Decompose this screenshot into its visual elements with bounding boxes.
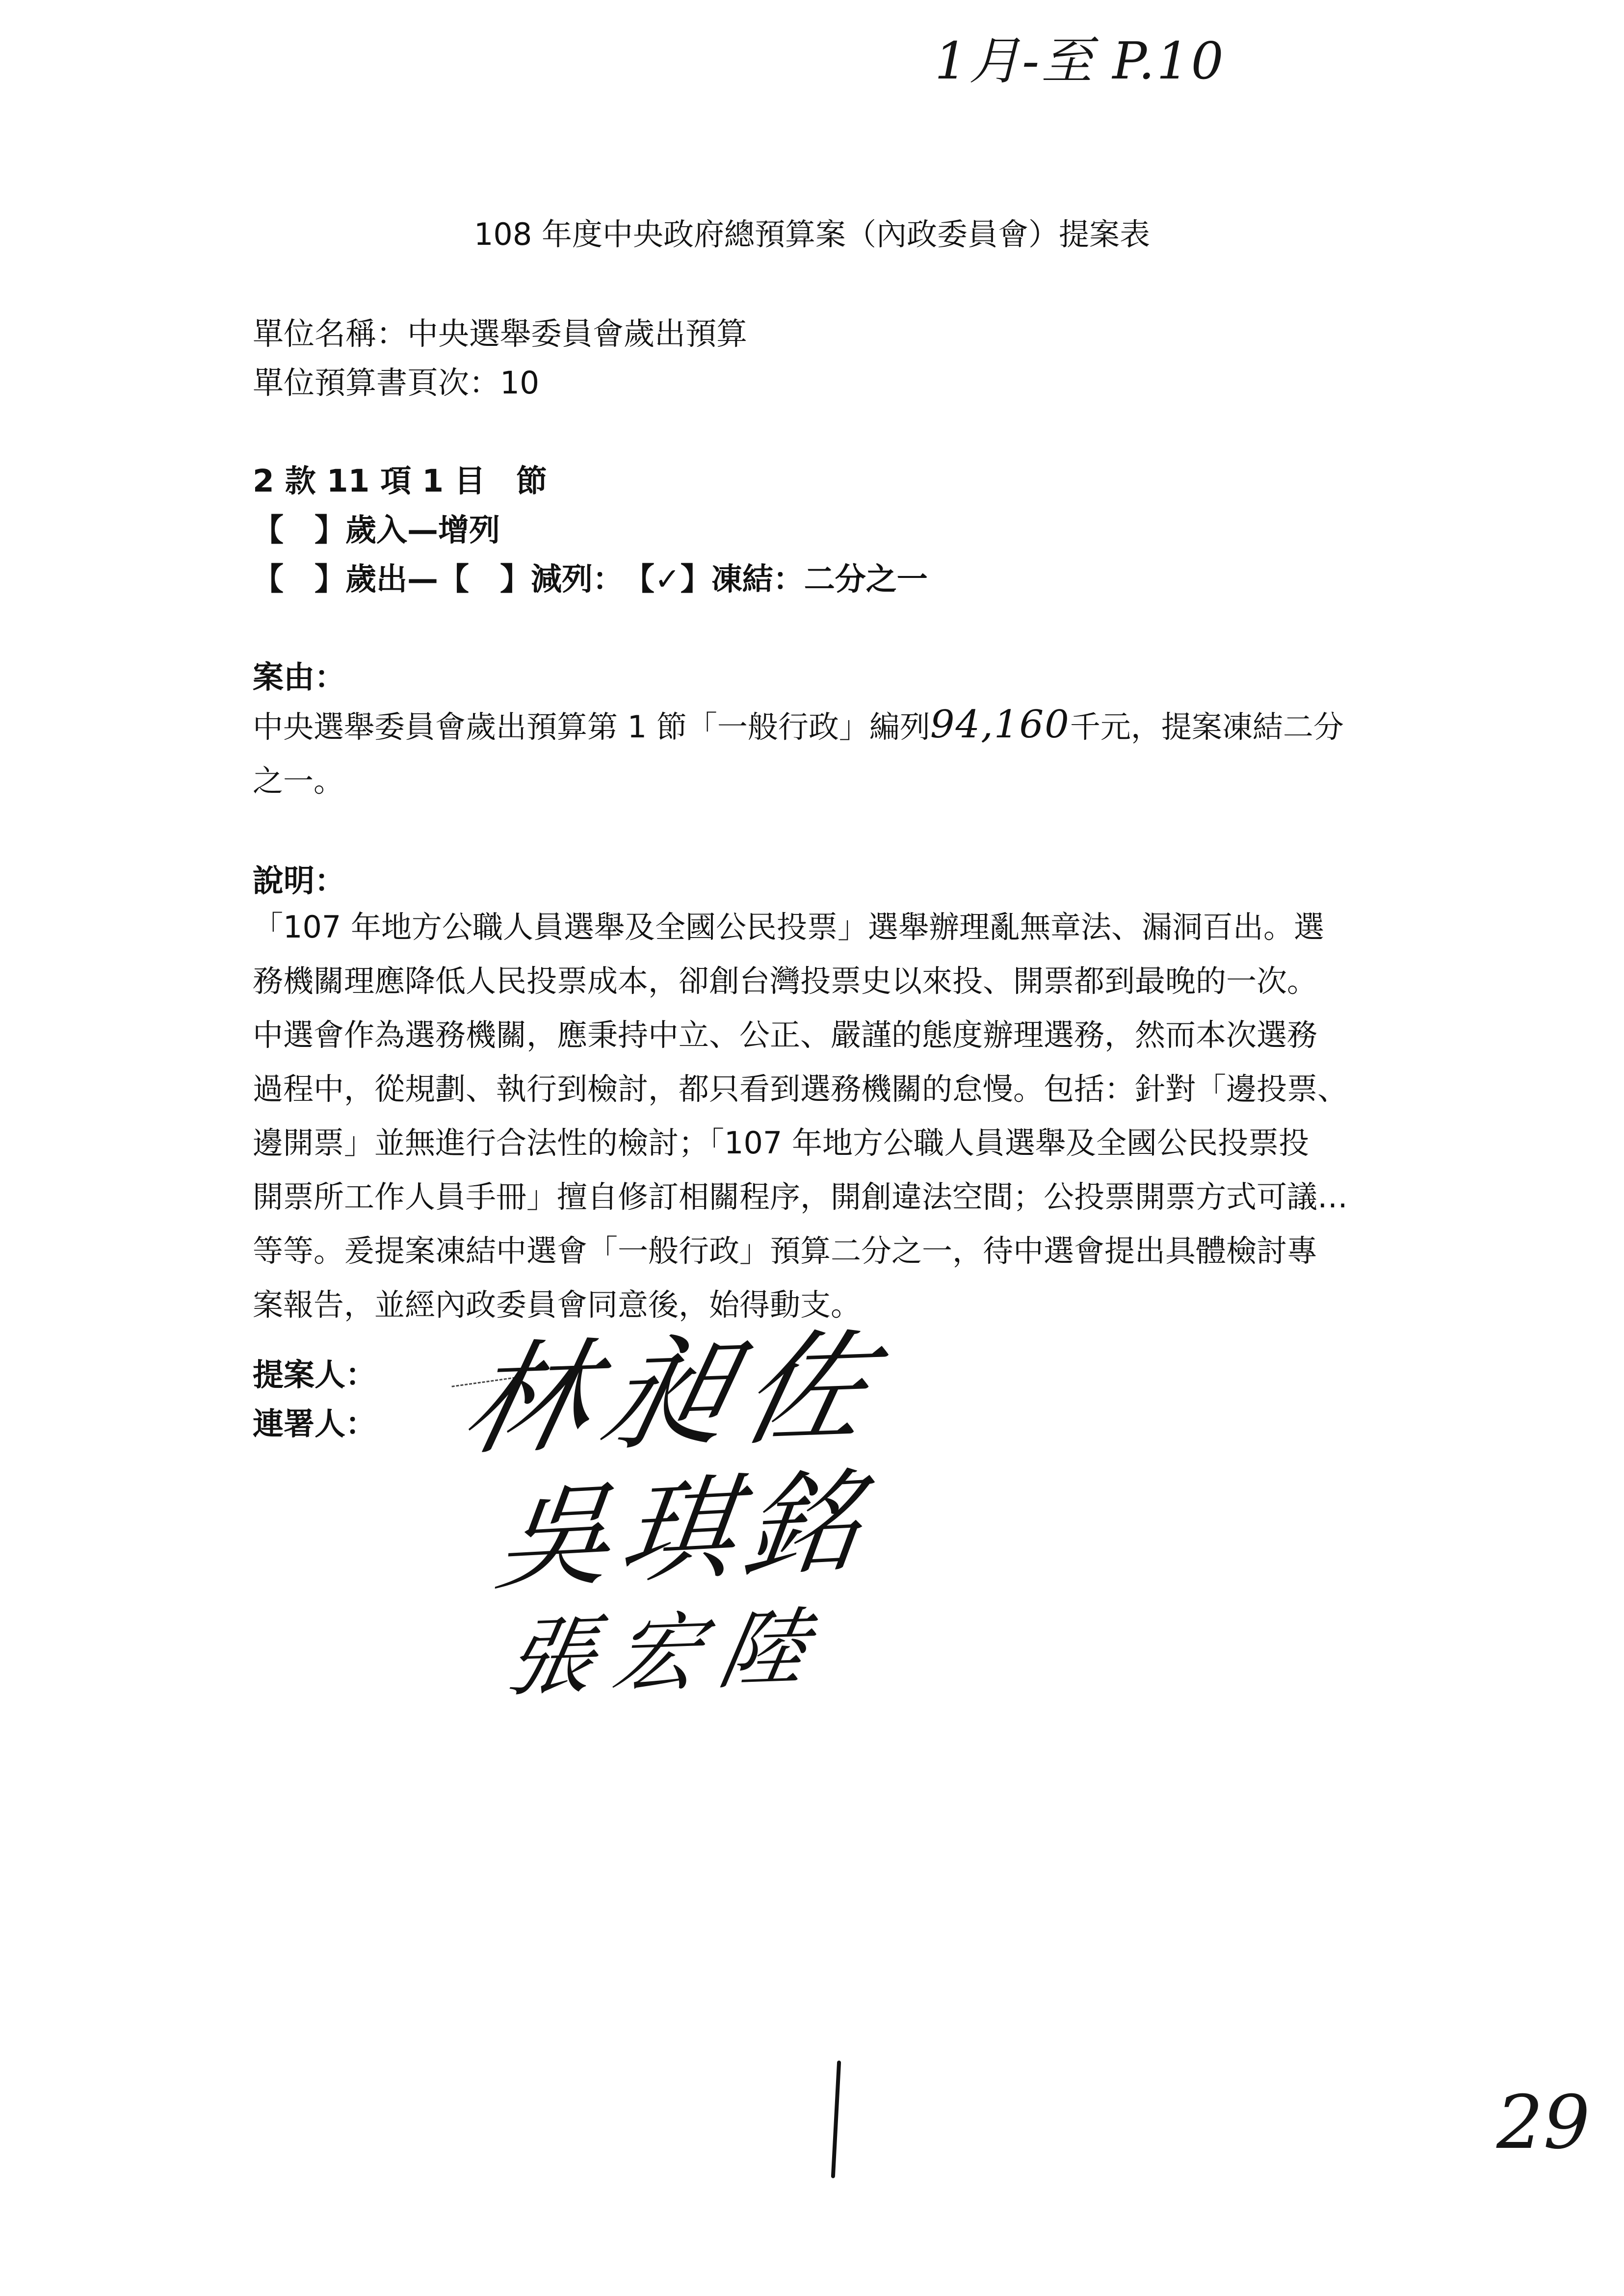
explanation-paragraph: [253, 900, 1396, 1332]
cosigner-label: 連署人：: [253, 1406, 376, 1442]
explanation-line: 「107 年地方公職人員選舉及全國公民投票」選舉辦理亂無章法、漏洞百出。選: [253, 909, 1325, 945]
explanation-line: 務機關理應降低人民投票成本，卻創台灣投票史以來投、開票都到最晚的一次。: [253, 963, 1318, 999]
proposer-label: 提案人：: [253, 1357, 376, 1393]
proposer-signature: 林昶佐: [451, 1315, 898, 1473]
handwritten-vertical-mark: [831, 2061, 841, 2178]
reason-text-before-amount: 中央選舉委員會歲出預算第 1 節「一般行政」編列: [253, 709, 930, 745]
explanation-line: 過程中，從規劃、執行到檢討，都只看到選務機關的怠慢。包括：針對「邊投票、: [253, 1071, 1348, 1107]
handwritten-amount: 94,160: [930, 703, 1070, 747]
handwritten-page-number: 29: [1496, 2080, 1590, 2166]
cosigner-signature-2: 張宏陸: [499, 1598, 836, 1709]
revenue-increase-line: 【 】歲入—增列: [253, 512, 500, 548]
unit-name-line: 單位名稱：中央選舉委員會歲出預算: [253, 316, 747, 352]
handwritten-page-note: 1月-至 P.10: [935, 31, 1226, 91]
budget-section-line: 2 款 11 項 1 目 節: [253, 463, 548, 499]
explanation-line: 開票所工作人員手冊」擅自修訂相關程序，開創違法空間；公投票開票方式可議…: [253, 1179, 1348, 1215]
explanation-line: 邊開票」並無進行合法性的檢討；「107 年地方公職人員選舉及全國公民投票投: [253, 1125, 1310, 1161]
reason-line-1: [253, 698, 1396, 754]
explanation-heading: 說明：: [253, 863, 345, 899]
reason-paragraph: [253, 698, 1396, 808]
explanation-line: 等等。爰提案凍結中選會「一般行政」預算二分之一，待中選會提出具體檢討專: [253, 1233, 1318, 1269]
explanation-line: 案報告，並經內政委員會同意後，始得動支。: [253, 1287, 862, 1323]
reason-text-after-amount: 千元，提案凍結二分: [1070, 709, 1344, 745]
unit-page-line: 單位預算書頁次：10: [253, 365, 540, 401]
expense-freeze-line: 【 】歲出—【 】減列： 【✓】凍結：二分之一: [253, 561, 928, 597]
reason-heading: 案由：: [253, 659, 345, 695]
explanation-line: 中選會作為選務機關，應秉持中立、公正、嚴謹的態度辦理選務，然而本次選務: [253, 1017, 1318, 1053]
document-title: 108 年度中央政府總預算案（內政委員會）提案表: [473, 216, 1151, 252]
cosigner-signature-1: 吳琪銘: [489, 1456, 877, 1607]
reason-line-2: 之一。: [253, 763, 344, 799]
